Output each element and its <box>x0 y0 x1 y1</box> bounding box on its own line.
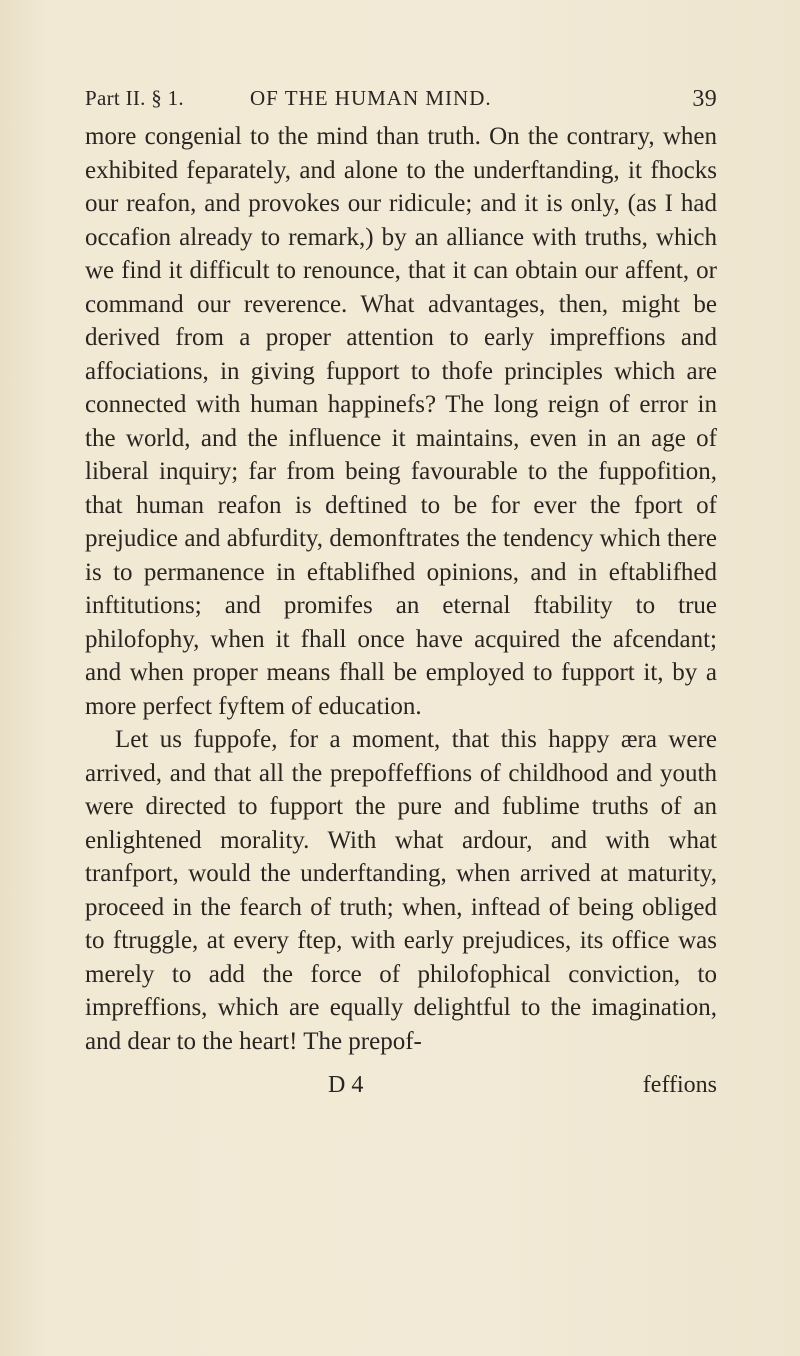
signature-mark: D 4 <box>328 1072 364 1098</box>
part-section-label: Part II. § 1. <box>85 86 184 110</box>
paragraph-2: Let us fuppofe, for a moment, that this happy æra were arrived, and that all the prepoffeffions of childhood and youth were directed to fupport the pure and fublime truths of an enlightened morality. With what ardour, and with what tranfport, would the underftanding, when arrived at maturity, proceed in the fearch of truth; when, inftead of being obliged to ftruggle, at every ftep, with early prejudices, its office was merely to add the force of philofophical conviction, to impreffions, which are equally delightful to the imagination, and dear to the heart! The prepof- <box>85 726 717 1055</box>
page-number: 39 <box>692 86 717 112</box>
page-footer <box>85 1072 717 1106</box>
paragraph-1: more congenial to the mind than truth. On the contrary, when exhibited feparately, and alone to the underftanding, it fhocks our reafon, and provokes our ridicule; and it is only, (as I had occafion already to remark,) by an alliance with truths, which we find it difficult to renounce, that it can obtain our affent, or command our reverence. What advantages, then, might be derived from a proper attention to early impreffions and affociations, in giving fupport to thofe principles which are connected with human happinefs? The long reign of error in the world, and the influence it maintains, even in an age of liberal inquiry; far from being favourable to the fuppofition, that human reafon is deftined to be for ever the fport of prejudice and abfurdity, demonftrates the tendency which there is to permanence in eftablifhed opinions, and in eftablifhed inftitutions; and promifes an eternal ftability to true philofophy, when it fhall once have acquired the afcendant; and when proper means fhall be employed to fupport it, by a more perfect fyftem of education. <box>85 123 717 720</box>
body-text <box>85 120 717 1058</box>
running-title: OF THE HUMAN MIND. <box>250 86 492 110</box>
running-header <box>85 86 717 122</box>
catchword: feffions <box>642 1072 717 1098</box>
